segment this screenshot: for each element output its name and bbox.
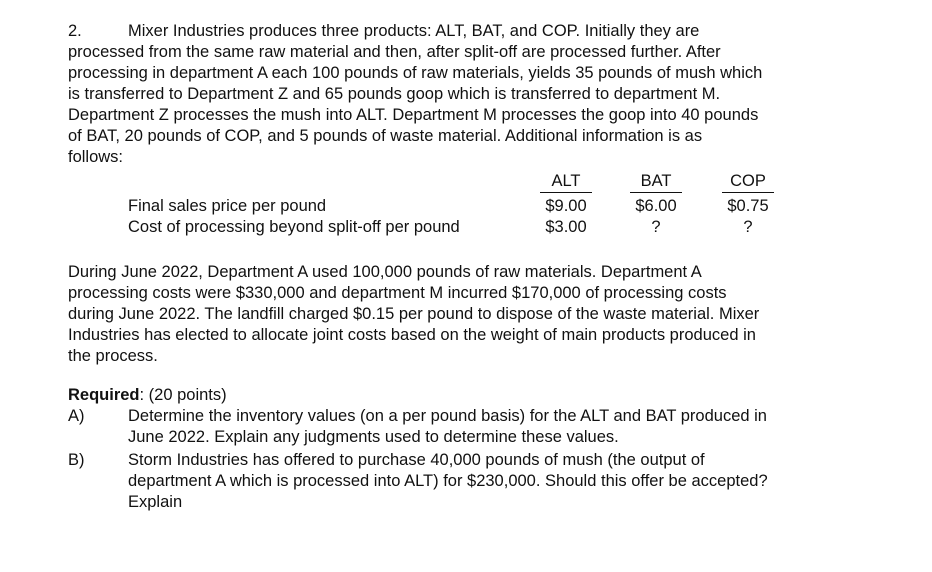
required-label: Required [68,386,140,404]
intro-line: Department Z processes the mush into ALT. Department M processes the goop into 40 pounds [68,106,759,124]
item-a-text [128,406,848,448]
product-info-table [0,172,932,242]
cell-bat-sales-price: $6.00 [635,197,677,215]
intro-line: 2. Mixer Industries produces three products: ALT, BAT, and COP. Initially they are [68,22,700,40]
intro-line: processed from the same raw material and then, after split-off are processed further. After [68,43,721,61]
context-line: the process. [68,347,158,365]
cell-alt-sales-price: $9.00 [545,197,587,215]
item-b-text [128,450,848,513]
item-a-line: June 2022. Explain any judgments used to determine these values. [128,428,619,446]
row-label-sales-price: Final sales price per pound [128,197,327,215]
context-line: processing costs were $330,000 and department M incurred $170,000 of processing costs [68,284,727,302]
item-b-line: department A which is processed into ALT) for $230,000. Should this offer be accepted? [128,472,768,490]
context-line: during June 2022. The landfill charged $0.15 per pound to dispose of the waste material. Mixer [68,305,760,323]
intro-line: processing in department A each 100 pounds of raw materials, yields 35 pounds of mush which [68,64,763,82]
cell-cop-sales-price: $0.75 [727,197,769,215]
context-line: During June 2022, Department A used 100,000 pounds of raw materials. Department A [68,263,702,281]
intro-paragraph [68,21,848,168]
intro-line: follows: [68,148,124,166]
question-number: 2. [68,22,82,40]
column-header-alt: ALT [540,172,592,193]
cell-cop-processing-cost: ? [743,218,753,236]
row-label-processing-cost: Cost of processing beyond split-off per pound [128,218,460,236]
context-line: Industries has elected to allocate joint costs based on the weight of main products produced in [68,326,756,344]
item-a-line: Determine the inventory values (on a per pound basis) for the ALT and BAT produced in [128,407,767,425]
cell-alt-processing-cost: $3.00 [545,218,587,236]
intro-line: of BAT, 20 pounds of COP, and 5 pounds of waste material. Additional information is as [68,127,703,145]
item-b-line: Storm Industries has offered to purchase 40,000 pounds of mush (the output of [128,451,705,469]
intro-line: is transferred to Department Z and 65 pounds goop which is transferred to department M. [68,85,721,103]
cell-bat-processing-cost: ? [651,218,661,236]
column-header-cop: COP [722,172,774,193]
column-header-bat: BAT [630,172,682,193]
item-a-letter: A) [68,407,85,425]
item-b-line: Explain [128,493,183,511]
context-paragraph [68,262,848,367]
item-b-letter: B) [68,451,85,469]
required-heading [68,385,227,406]
required-points: : (20 points) [139,386,227,404]
